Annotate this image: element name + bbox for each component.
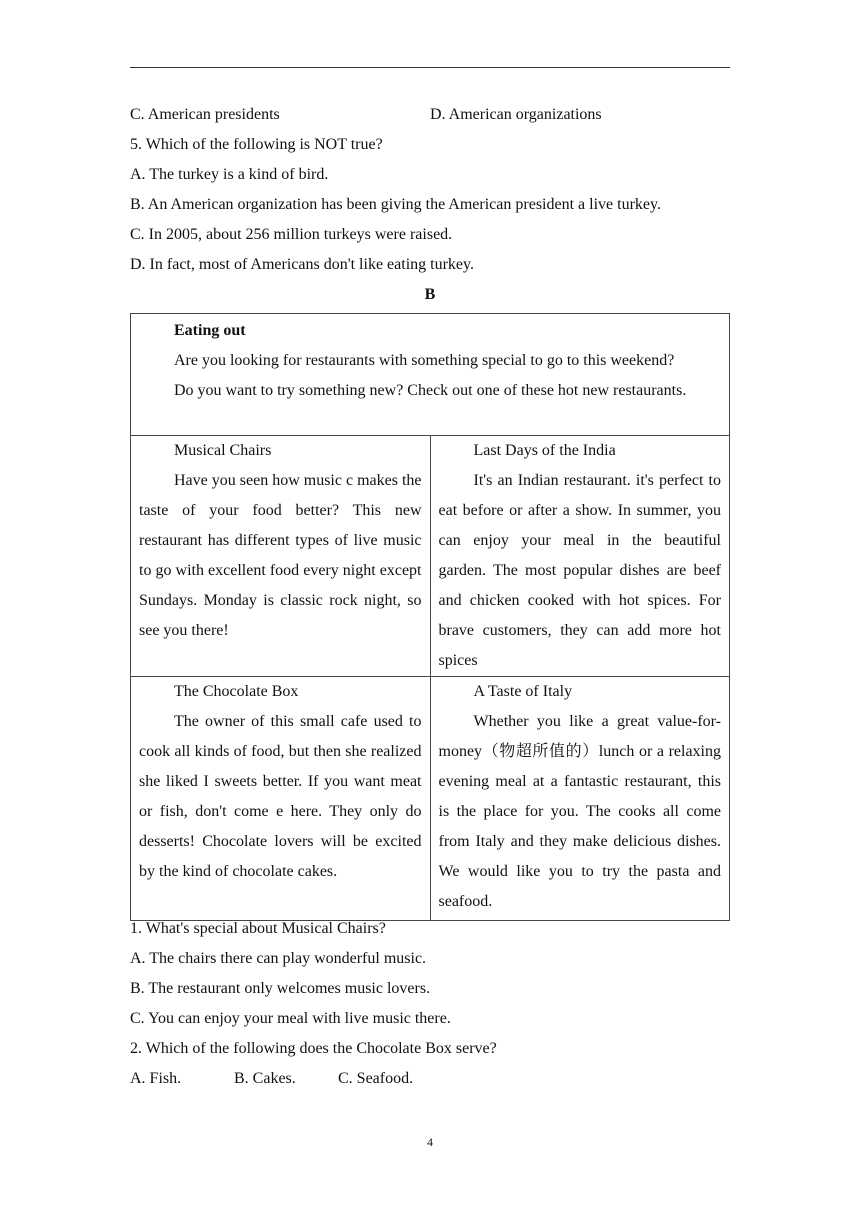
section-label: B: [424, 286, 436, 303]
question-2-option-c: C. Seafood.: [338, 1070, 414, 1087]
question-1-option-c: C. You can enjoy your meal with live music there.: [130, 1010, 451, 1027]
question-2-prompt: 2. Which of the following does the Chocolate Box serve?: [130, 1040, 497, 1057]
restaurant-description: Have you seen how music c makes the taste of your food better? This new restaurant has different types of live music to go with excellent food every night except Sundays. Monday is classic rock night, so see you there!: [139, 472, 422, 639]
page-number: 4: [427, 1135, 433, 1149]
restaurant-description: The owner of this small cafe used to cook all kinds of food, but then she realized she liked I sweets better. If you want meat or fish, don't come e here. They only do desserts! Chocolate lovers will be excited by the kind of chocolate cakes.: [139, 713, 422, 880]
intro-title: Eating out: [174, 322, 246, 339]
question-5-option-b: B. An American organization has been giving the American president a live turkey.: [130, 196, 661, 213]
restaurant-table: [130, 313, 730, 921]
question-2-option-b: B. Cakes.: [234, 1070, 296, 1087]
question-2-option-a: A. Fish.: [130, 1070, 182, 1087]
restaurant-name: Last Days of the India: [473, 442, 616, 459]
restaurant-name: A Taste of Italy: [473, 683, 573, 700]
restaurant-cell-chocolate-box: [131, 677, 431, 921]
restaurant-name: Musical Chairs: [174, 442, 272, 459]
restaurant-description: Whether you like a great value-for-money（物超所值的）lunch or a relaxing evening meal at a fantastic restaurant, this is the place for you. The cooks all come from Italy and they make delicious dishes. We would like you to try the pasta and seafood.: [438, 713, 721, 910]
restaurant-description: It's an Indian restaurant. it's perfect to eat before or after a show. In summer, you can enjoy your meal in the beautiful garden. The most popular dishes are beef and chicken cooked with hot spices. For brave customers, they can add more hot spices: [438, 472, 721, 669]
restaurant-name: The Chocolate Box: [174, 683, 299, 700]
question-5-option-d: D. In fact, most of Americans don't like eating turkey.: [130, 256, 474, 273]
question-1-option-a: A. The chairs there can play wonderful music.: [130, 950, 427, 967]
question-5-option-a: A. The turkey is a kind of bird.: [130, 166, 329, 183]
restaurant-cell-taste-of-italy: [430, 677, 730, 921]
intro-paragraph-1: Are you looking for restaurants with something special to go to this weekend?: [174, 352, 675, 369]
option-c-presidents: C. American presidents: [130, 106, 280, 123]
intro-paragraph-2: Do you want to try something new? Check out one of these hot new restaurants.: [174, 382, 687, 399]
restaurant-cell-musical-chairs: [131, 436, 431, 677]
question-5-prompt: 5. Which of the following is NOT true?: [130, 136, 383, 153]
intro-cell: [131, 314, 730, 436]
question-1-option-b: B. The restaurant only welcomes music lovers.: [130, 980, 431, 997]
question-1-prompt: 1. What's special about Musical Chairs?: [130, 920, 386, 937]
restaurant-cell-last-days-india: [430, 436, 730, 677]
question-5-option-c: C. In 2005, about 256 million turkeys were raised.: [130, 226, 453, 243]
header-rule: [130, 67, 730, 68]
option-d-organizations: D. American organizations: [430, 106, 602, 123]
